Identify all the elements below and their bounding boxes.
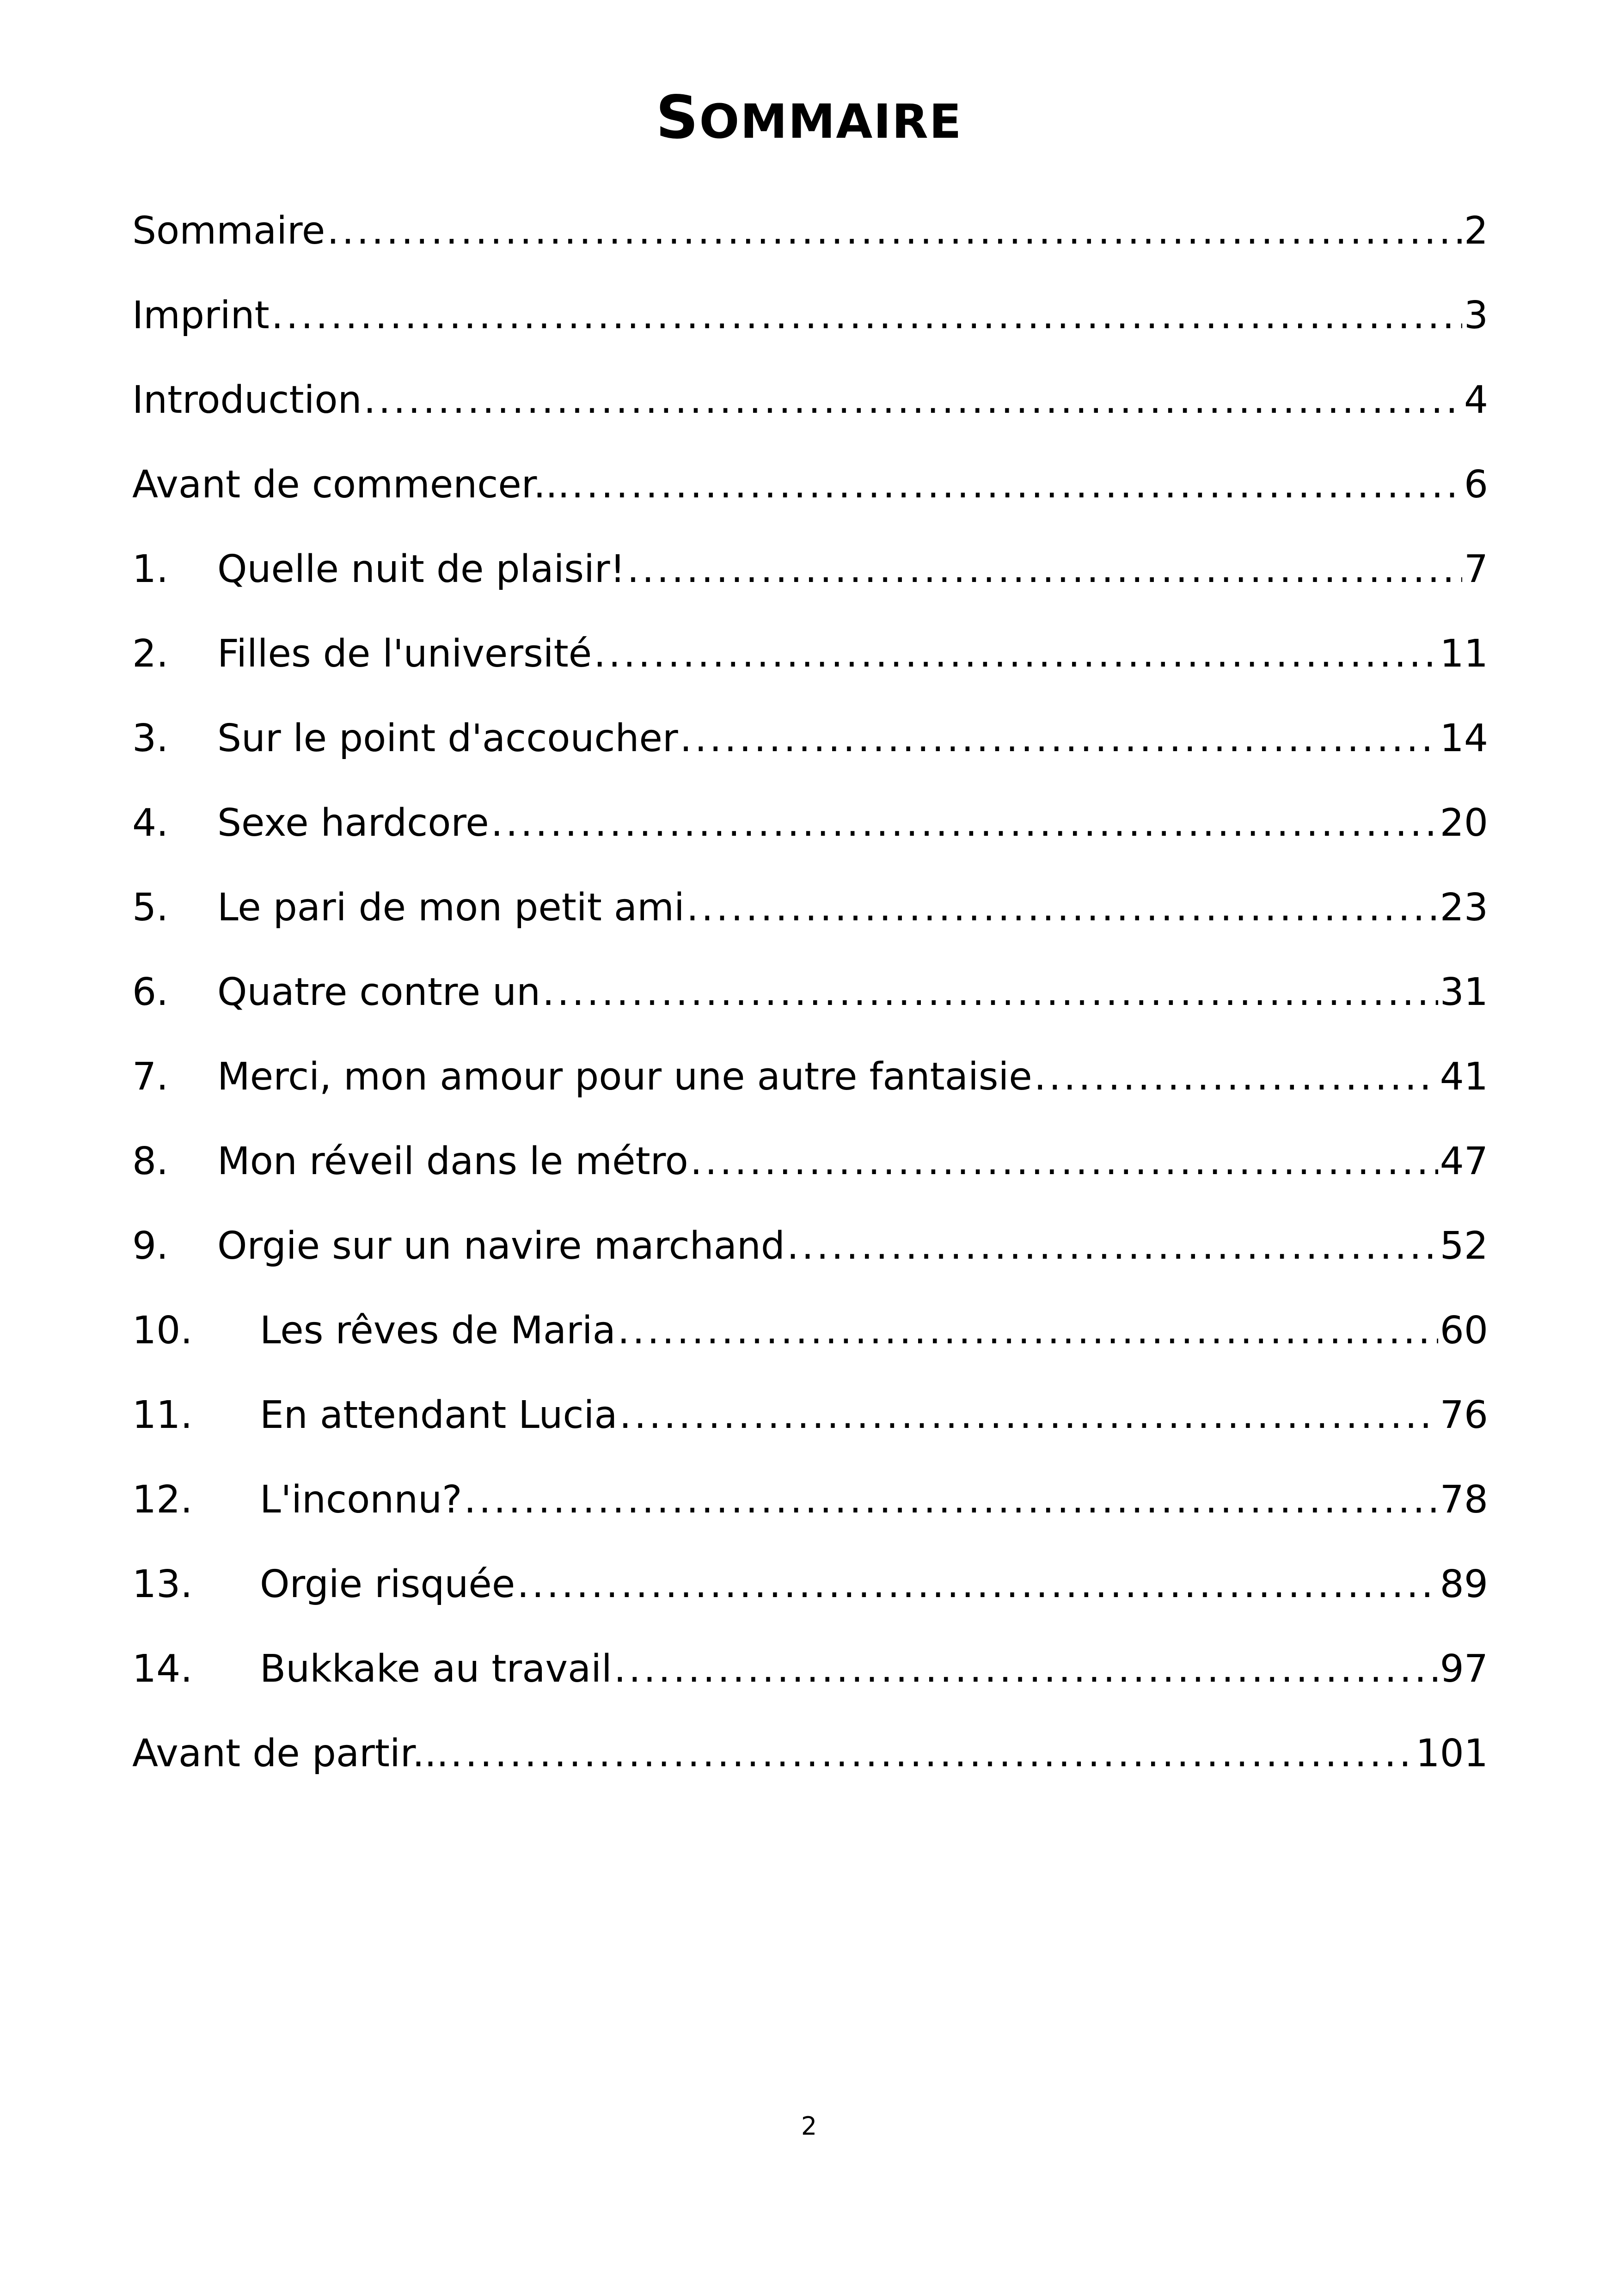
toc-entry[interactable] <box>132 622 1488 706</box>
toc-dot-leader <box>787 1214 1438 1279</box>
toc-entry-number: 8. <box>132 1139 169 1183</box>
toc-dot-leader <box>327 199 1462 263</box>
toc-entry-number: 9. <box>132 1224 169 1268</box>
toc-dot-leader <box>571 453 1462 517</box>
toc-entry[interactable] <box>132 791 1488 876</box>
toc-dot-leader <box>680 706 1438 771</box>
toc-entry-label: Mon réveil dans le métro <box>217 1139 688 1183</box>
title-initial: S <box>656 83 699 152</box>
toc-entry-label: Sommaire <box>132 209 325 253</box>
toc-entry-label: Orgie risquée <box>260 1562 515 1606</box>
toc-dot-leader <box>517 1552 1438 1617</box>
toc-entry-number: 7. <box>132 1055 169 1099</box>
toc-entry-page: 60 <box>1440 1309 1488 1353</box>
toc-dot-leader <box>450 1721 1414 1786</box>
toc-dot-leader <box>627 537 1462 602</box>
toc-entry[interactable] <box>132 1298 1488 1383</box>
toc-entry-page: 41 <box>1440 1055 1488 1099</box>
toc-dot-leader <box>614 1637 1438 1702</box>
toc-entry-label: Les rêves de Maria <box>260 1309 616 1353</box>
toc-entry-page: 78 <box>1440 1478 1488 1522</box>
toc-entry[interactable] <box>132 1721 1488 1806</box>
toc-entry[interactable] <box>132 368 1488 453</box>
toc-entry[interactable] <box>132 1129 1488 1214</box>
toc-entry[interactable] <box>132 1468 1488 1552</box>
toc-entry-label: Quelle nuit de plaisir! <box>217 547 625 591</box>
toc-dot-leader <box>1034 1045 1438 1109</box>
toc-dot-leader <box>686 876 1438 940</box>
toc-entry-page: 52 <box>1440 1224 1488 1268</box>
toc-entry-label: Avant de partir... <box>132 1732 449 1776</box>
toc-entry-number: 4. <box>132 801 169 845</box>
toc-entry[interactable] <box>132 1383 1488 1468</box>
toc-dot-leader <box>690 1129 1438 1194</box>
toc-dot-leader <box>619 1383 1438 1448</box>
toc-entry-number: 2. <box>132 632 169 676</box>
toc-entry[interactable] <box>132 453 1488 537</box>
page-title <box>0 83 1618 154</box>
toc-dot-leader <box>491 791 1438 856</box>
toc-entry-number: 14. <box>132 1647 193 1691</box>
toc-entry-label: Orgie sur un navire marchand <box>217 1224 785 1268</box>
toc-entry-label: Le pari de mon petit ami <box>217 886 685 930</box>
toc-entry-label: Bukkake au travail <box>260 1647 612 1691</box>
toc-entry-page: 31 <box>1440 970 1488 1014</box>
toc-entry[interactable] <box>132 1214 1488 1298</box>
page-number: 2 <box>801 2112 817 2141</box>
toc-dot-leader <box>364 368 1462 433</box>
toc-entry-page: 2 <box>1464 209 1488 253</box>
toc-entry-page: 101 <box>1416 1732 1488 1776</box>
toc-entry-label: Imprint <box>132 294 270 337</box>
toc-entry-page: 76 <box>1440 1393 1488 1437</box>
toc-entry-page: 7 <box>1464 547 1488 591</box>
toc-entry[interactable] <box>132 876 1488 960</box>
toc-dot-leader <box>271 283 1462 348</box>
toc-entry[interactable] <box>132 960 1488 1045</box>
toc-entry-label: Sexe hardcore <box>217 801 489 845</box>
toc-entry[interactable] <box>132 537 1488 622</box>
toc-entry-page: 23 <box>1440 886 1488 930</box>
toc-entry-label: Sur le point d'accoucher <box>217 716 678 760</box>
toc-entry-page: 97 <box>1440 1647 1488 1691</box>
toc-entry[interactable] <box>132 1045 1488 1129</box>
toc-dot-leader <box>542 960 1438 1025</box>
toc-entry[interactable] <box>132 1637 1488 1721</box>
toc-entry-page: 89 <box>1440 1562 1488 1606</box>
toc-entry-page: 11 <box>1440 632 1488 676</box>
toc-entry-number: 5. <box>132 886 169 930</box>
toc-entry-page: 14 <box>1440 716 1488 760</box>
toc-entry[interactable] <box>132 199 1488 283</box>
toc-entry-number: 6. <box>132 970 169 1014</box>
toc-entry-label: En attendant Lucia <box>260 1393 618 1437</box>
title-rest: OMMAIRE <box>699 94 962 149</box>
toc-entry-label: Introduction <box>132 378 362 422</box>
toc-entry-page: 6 <box>1464 463 1488 507</box>
toc-dot-leader <box>464 1468 1438 1532</box>
toc-entry-label: Merci, mon amour pour une autre fantaisie <box>217 1055 1032 1099</box>
toc-entry-page: 3 <box>1464 294 1488 337</box>
toc-entry-page: 4 <box>1464 378 1488 422</box>
toc-entry-number: 10. <box>132 1309 193 1353</box>
toc-entry[interactable] <box>132 1552 1488 1637</box>
toc-entry-label: Filles de l'université <box>217 632 592 676</box>
toc-entry-number: 3. <box>132 716 169 760</box>
toc-entry-label: L'inconnu? <box>260 1478 462 1522</box>
toc-entry-page: 47 <box>1440 1139 1488 1183</box>
toc-entry-number: 12. <box>132 1478 193 1522</box>
toc-entry-number: 1. <box>132 547 169 591</box>
toc-entry-label: Avant de commencer... <box>132 463 570 507</box>
toc-entry[interactable] <box>132 283 1488 368</box>
toc-entry-label: Quatre contre un <box>217 970 541 1014</box>
toc-entry[interactable] <box>132 706 1488 791</box>
toc-entry-page: 20 <box>1440 801 1488 845</box>
table-of-contents <box>132 199 1488 1806</box>
toc-entry-number: 11. <box>132 1393 193 1437</box>
toc-entry-number: 13. <box>132 1562 193 1606</box>
toc-dot-leader <box>618 1298 1438 1363</box>
toc-dot-leader <box>594 622 1438 686</box>
